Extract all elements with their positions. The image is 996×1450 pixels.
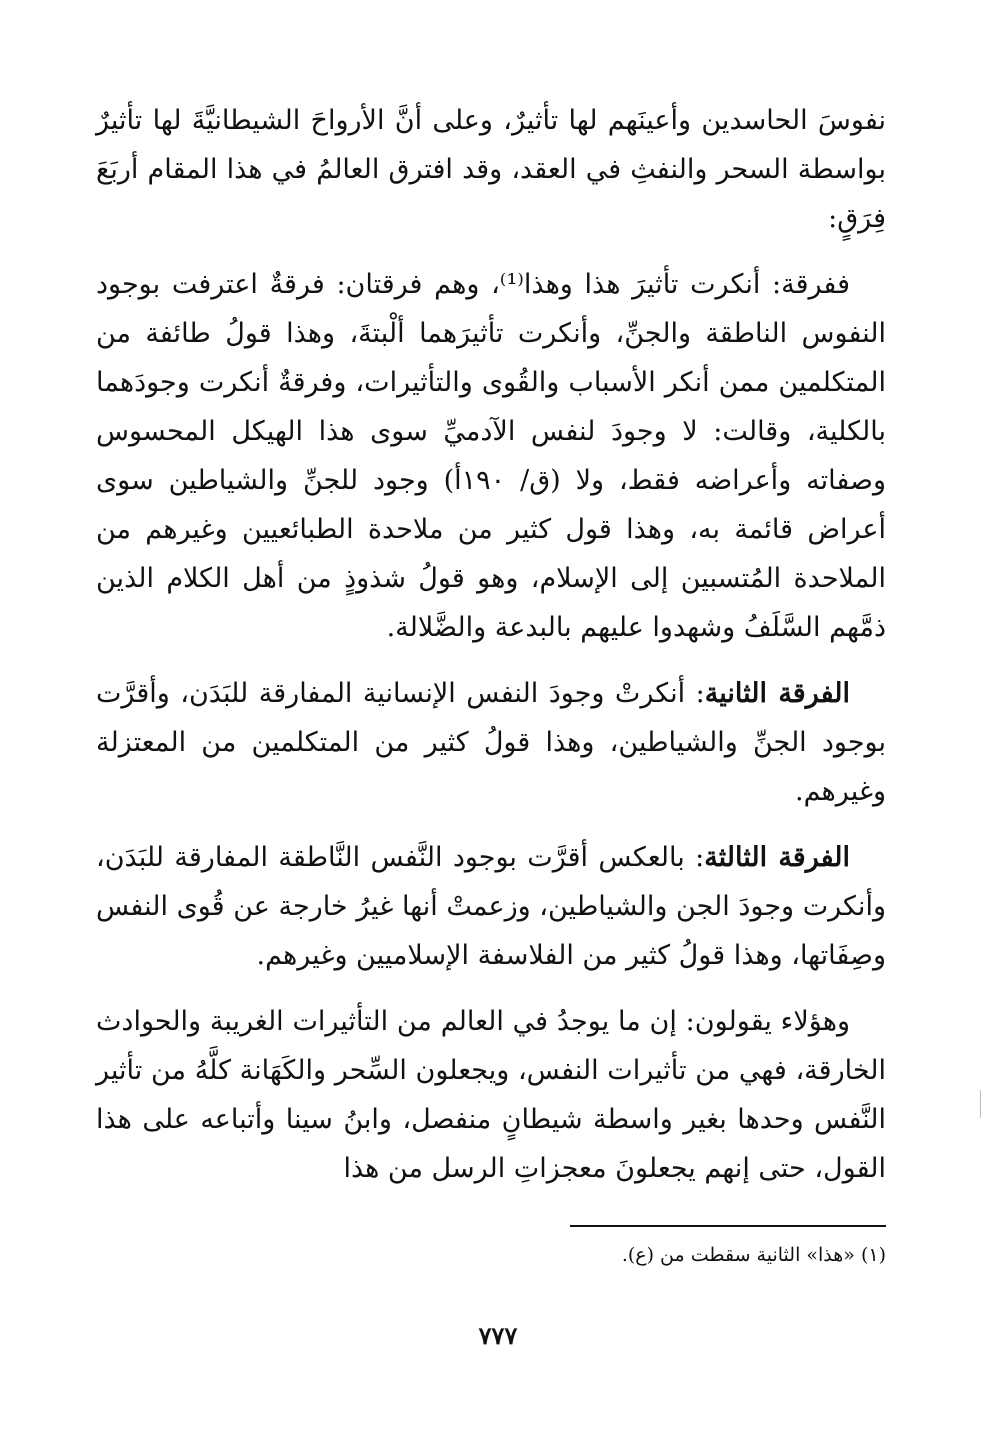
footnote: (١) «هذا» الثانية سقطت من (ع). — [621, 1244, 886, 1266]
paragraph-intro-text: نفوسَ الحاسدين وأعينَهم لها تأثيرٌ، وعلى أنَّ الأرواحَ الشيطانيَّةَ لها تأثيرٌ بواسطة السحر والنفثِ في العقد، وقد افترق العالمُ في هذا المقام أربَعَ فِرَقٍ: — [96, 105, 886, 234]
paragraph-continuation-text: وهؤلاء يقولون: إن ما يوجدُ في العالم من التأثيرات الغريبة والحوادث الخارقة، فهي من تأثيرات النفس، ويجعلون السِّحر والكَهَانة كلَّهُ من تأثير النَّفس وحدها بغير واسطة شيطانٍ منفصل، وابنُ سينا وأتباعه على هذا القول، حتى إنهم يجعلونَ معجزاتِ الرسل من هذا — [96, 1006, 886, 1184]
paragraph-second-sect — [96, 669, 886, 816]
paragraph-first-sect-text: ففرقة: أنكرت تأثيرَ هذا وهذا⁽¹⁾، وهم فرقتان: فرقةٌ اعترفت بوجود النفوس الناطقة والجنِّ، وأنكرت تأثيرَهما ألْبتةَ، وهذا قولُ طائفة من المتكلمين ممن أنكر الأسباب والقُوى والتأثيرات، وفرقةٌ أنكرت وجودَهما بالكلية، وقالت: لا وجودَ لنفس الآدميِّ سوى هذا الهيكل المحسوس وصفاته وأعراضه فقط، ولا (ق/ ١٩٠أ) وجود للجنِّ والشياطين سوى أعراض قائمة به، وهذا قول كثير من ملاحدة الطبائعيين وغيرهم من الملاحدة المُتسبين إلى الإسلام، وهو قولُ شذوذٍ من أهل الكلام الذين ذمَّهم السَّلَفُ وشهدوا عليهم بالبدعة والضَّلالة. — [96, 269, 886, 643]
body-text — [96, 96, 886, 1210]
paragraph-first-sect — [96, 260, 886, 652]
paragraph-continuation — [96, 997, 886, 1193]
third-sect-heading: الفرقة الثالثة — [704, 842, 850, 873]
page-number: ٧٧٧ — [478, 1321, 518, 1350]
paragraph-intro — [96, 96, 886, 243]
scan-edge-mark — [980, 1090, 981, 1118]
footnote-divider — [570, 1225, 886, 1227]
paragraph-third-sect-text: : بالعكس أقرَّت بوجود النَّفس النَّاطقة المفارقة للبَدَن، وأنكرت وجودَ الجن والشياطين، وزعمتْ أنها غيرُ خارجة عن قُوى النفس وصِفَاتها، وهذا قولُ كثير من الفلاسفة الإسلاميين وغيرهم. — [96, 842, 886, 971]
paragraph-second-sect-text: : أنكرتْ وجودَ النفس الإنسانية المفارقة للبَدَن، وأقرَّت بوجود الجنِّ والشياطين، وهذا قولُ كثير من المتكلمين من المعتزلة وغيرهم. — [96, 678, 886, 807]
paragraph-third-sect — [96, 833, 886, 980]
second-sect-heading: الفرقة الثانية — [704, 678, 851, 709]
